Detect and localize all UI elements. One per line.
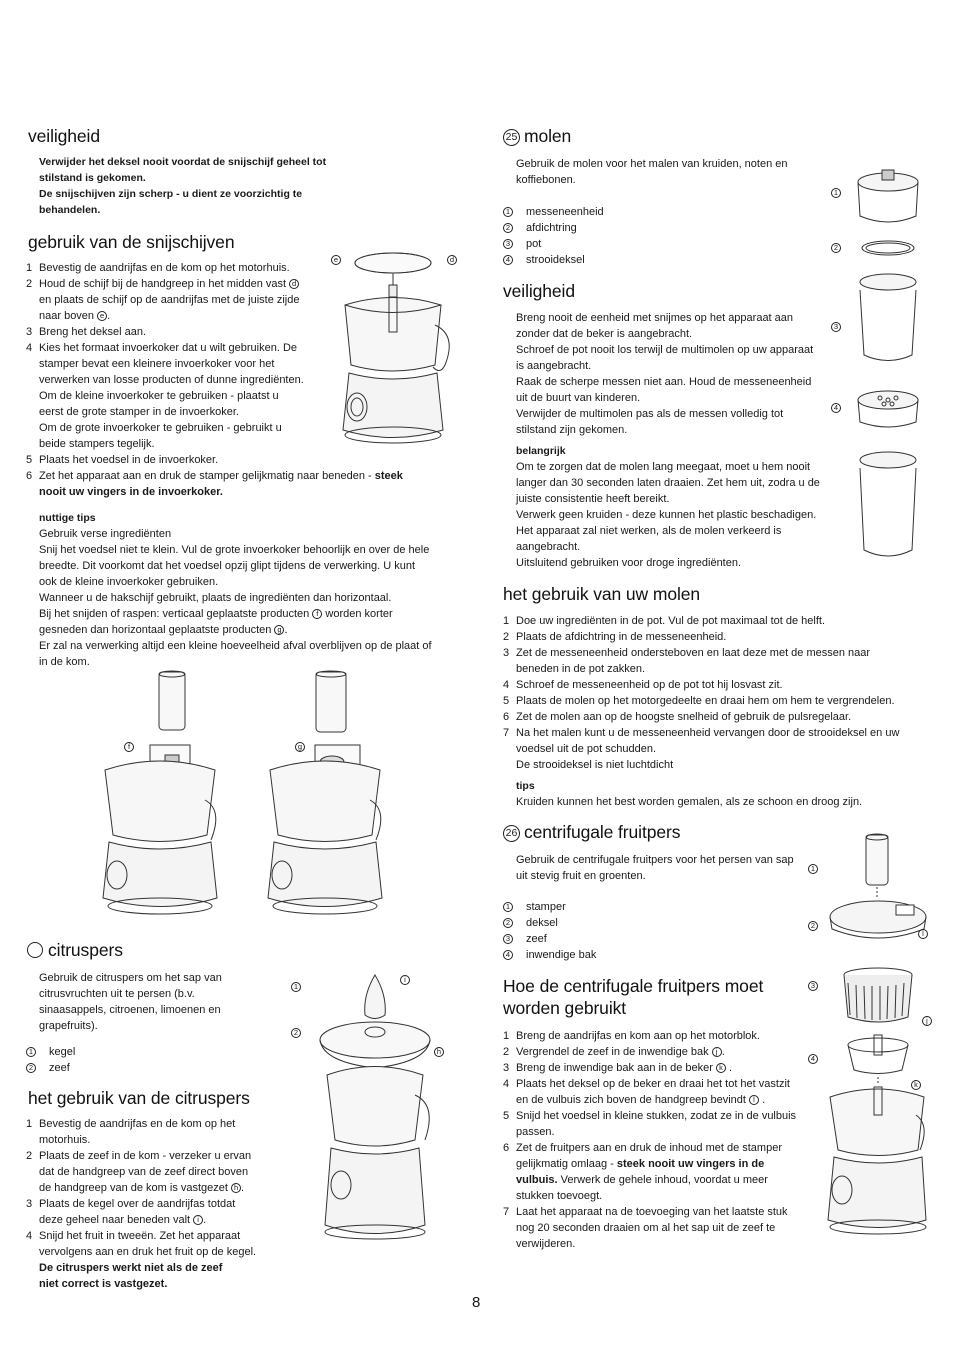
mark-f-icon: f: [312, 609, 322, 619]
list-item: 4 inwendige bak: [503, 947, 596, 963]
fig-label-e: e: [331, 255, 341, 265]
mark-k-icon: k: [716, 1063, 726, 1073]
list-item: 3 Breng de inwendige bak aan in de beker k .: [503, 1062, 733, 1074]
list-item: 5 Snijd het voedsel in kleine stukken, zodat ze in de vulbuis passen.: [503, 1110, 797, 1138]
mill-safety-heading: veiligheid: [503, 281, 575, 301]
fig-label-k: k: [911, 1080, 921, 1090]
discs-steps: [26, 260, 326, 468]
citrus-press-illustration: [315, 970, 450, 1250]
list-item: 2 zeef: [26, 1060, 75, 1076]
mark-d-icon: d: [289, 279, 299, 289]
fig-label-j: j: [922, 1016, 932, 1026]
mark-l-icon: l: [749, 1095, 759, 1105]
list-item: 4 Kies het formaat invoerkoker dat u wilt gebruiken. De stamper bevat een kleinere invoerkoker voor het verwerken van losse producten of dunne ingrediënten. Om de kleine invoerkoker te gebruiken - plaatst u eerst de grote stamper in de invoerkoker. Om de grote invoerkoker te gebruiken - gebruikt u beide stampers tegelijk.: [26, 342, 304, 450]
citrus-parts: [26, 1044, 75, 1076]
fig-label-i: i: [400, 975, 410, 985]
list-item: 1 Bevestig de aandrijfas en de kom op het motorhuis.: [26, 262, 290, 274]
safety-line: De snijschijven zijn scherp - u dient ze voorzichtig te: [39, 188, 303, 200]
list-item: 6 Zet de fruitpers aan en druk de inhoud met de stamper gelijkmatig omlaag - steek nooit uw vingers in de vulbuis. Verwerk de gehele inhoud, voordat u meer stukken toevoegt.: [503, 1142, 782, 1202]
fig-label-l: l: [918, 929, 928, 939]
list-item: 3 Zet de messeneenheid ondersteboven en laat deze met de messen naar beneden in de pot zakken.: [503, 647, 871, 675]
page-number: 8: [472, 1294, 481, 1311]
fig-label-juicer-2: 2: [808, 921, 818, 931]
safety-line: Verwijder het deksel nooit voordat de snijschijf geheel tot: [39, 156, 327, 168]
fig-label-citrus-2: 2: [291, 1028, 301, 1038]
fig-label-g: g: [295, 742, 305, 752]
fig-label-mill-1: 1: [831, 188, 841, 198]
list-item: 4 strooideksel: [503, 252, 604, 268]
list-item: 7 Na het malen kunt u de messeneenheid vervangen door de strooideksel en uw voedsel uit de pot schudden. De strooideksel is niet luchtdicht: [503, 727, 900, 771]
juicer-parts: [503, 899, 596, 963]
list-item: 3 Plaats de kegel over de aandrijfas totdat deze geheel naar beneden valt i .: [26, 1198, 236, 1226]
safety-line: stilstand is gekomen.: [39, 172, 146, 184]
fig-label-mill-3: 3: [831, 322, 841, 332]
list-item: 4 Plaats het deksel op de beker en draai het tot het vastzit en de vulbuis zich boven de handgreep bevindt l .: [503, 1078, 790, 1106]
list-item: 1 messeneenheid: [503, 204, 604, 220]
list-item: 1 kegel: [26, 1044, 75, 1060]
list-item: 1 Breng de aandrijfas en kom aan op het motorblok.: [503, 1030, 760, 1042]
juicer-use-steps: [503, 1028, 823, 1252]
fig-label-juicer-3: 3: [808, 981, 818, 991]
important-text: Om te zorgen dat de molen lang meegaat, moet u hem nooit langer dan 30 seconden laten draaien. Zet hem uit, zodra u de juiste consistentie heeft bereikt. Verwerk geen kruiden - deze kunnen het plastic beschadigen. Het apparaat zal niet werken, als de molen verkeerd is aangebracht. Uitsluitend gebruiken voor droge ingrediënten.: [516, 461, 820, 569]
list-item: 1 Doe uw ingrediënten in de pot. Vul de pot maximaal tot de helft.: [503, 615, 826, 627]
list-item: 6 Zet de molen aan op de hoogste snelheid of gebruik de pulsregelaar.: [503, 711, 852, 723]
mark-g-icon: g: [274, 625, 284, 635]
mark-h-icon: h: [231, 1183, 241, 1193]
list-item: 2 Plaats de zeef in de kom - verzeker u ervan dat de handgreep van de zeef direct boven de handgreep van de kom is vastgezet h .: [26, 1150, 252, 1194]
juicer-intro: Gebruik de centrifugale fruitpers voor het persen van sap uit stevig fruit en groenten.: [516, 854, 794, 882]
list-item: 1 Bevestig de aandrijfas en de kom op het motorhuis.: [26, 1118, 236, 1146]
discs-step-6: 6 Zet het apparaat aan en druk de stamper gelijkmatig naar beneden - steek nooit uw vingers in de invoerkoker.: [26, 470, 403, 498]
citrus-use-heading: het gebruik van de citruspers: [28, 1088, 250, 1108]
section-number-26: 26: [503, 825, 520, 842]
mill-parts: [503, 204, 604, 268]
citrus-circle-icon: [27, 942, 43, 958]
mill-parts-illustration: [850, 160, 930, 560]
mill-tips-heading: tips: [516, 780, 535, 792]
fig-label-juicer-4: 4: [808, 1054, 818, 1064]
mill-use-heading: het gebruik van uw molen: [503, 584, 701, 604]
mill-use-steps: [503, 613, 933, 773]
list-item: 3 zeef: [503, 931, 596, 947]
list-item: 2 Houd de schijf bij de handgreep in het midden vast d en plaats de schijf op de aandrijfas met de juiste zijde naar boven e .: [26, 278, 300, 322]
mark-j-icon: j: [712, 1047, 722, 1057]
section-number-25: 25: [503, 129, 520, 146]
list-item: 3 pot: [503, 236, 604, 252]
fig-label-mill-4: 4: [831, 403, 841, 413]
mark-i-icon: i: [193, 1215, 203, 1225]
fig-label-d: d: [447, 255, 457, 265]
tips-text: Gebruik verse ingrediënten Snij het voedsel niet te klein. Vul de grote invoerkoker behoorlijk en over de hele breedte. Dit voorkomt dat het voedsel opzij glipt tijdens de verwerking. U kunt ook de kleine invoerkoker gebruiken. Wanneer u de hakschijf gebruikt, plaats de ingrediënten dan horizontaal. Bij het snijden of raspen: verticaal geplaatste producten f worden korter gesneden dan horizontaal geplaatste producten g . Er zal na verwerking altijd een kleine hoeveelheid afval overblijven op de plaat of in de kom.: [39, 528, 432, 668]
citrus-intro: Gebruik de citruspers om het sap van citrusvruchten uit te persen (b.v. sinaasappels, citroenen, limoenen en grapefruits).: [39, 972, 222, 1032]
juicer-use-heading: Hoe de centrifugale fruitpers moet worden gebruikt: [503, 976, 764, 1018]
fig-label-citrus-1: 1: [291, 982, 301, 992]
processor-horizontal-slicing-illustration: [260, 670, 390, 920]
list-item: 7 Laat het apparaat na de toevoeging van het laatste stuk nog 20 seconden draaien om al het sap uit de zeef te verwijderen.: [503, 1206, 788, 1250]
mill-tips-text: Kruiden kunnen het best worden gemalen, als ze schoon en droog zijn.: [516, 796, 863, 808]
mill-intro: Gebruik de molen voor het malen van kruiden, noten en koffiebonen.: [516, 158, 788, 186]
tips-heading: nuttige tips: [39, 512, 96, 524]
fig-label-juicer-1: 1: [808, 864, 818, 874]
discs-heading: gebruik van de snijschijven: [28, 232, 235, 252]
list-item: 2 deksel: [503, 915, 596, 931]
list-item: 4 Snijd het fruit in tweeën. Zet het apparaat vervolgens aan en druk het fruit op de kegel. De citruspers werkt niet als de zeef niet correct is vastgezet.: [26, 1230, 257, 1290]
safety-line: behandelen.: [39, 204, 101, 216]
list-item: 2 Vergrendel de zeef in de inwendige bak j .: [503, 1046, 725, 1058]
list-item: 5 Plaats het voedsel in de invoerkoker.: [26, 454, 219, 466]
juicer-heading: centrifugale fruitpers: [524, 822, 681, 842]
citrus-use-steps: [26, 1116, 296, 1292]
mill-heading: molen: [524, 126, 572, 146]
list-item: 2 afdichtring: [503, 220, 604, 236]
safety-warning: [39, 154, 326, 218]
list-item: 1 stamper: [503, 899, 596, 915]
processor-vertical-slicing-illustration: [95, 670, 225, 920]
safety-heading: veiligheid: [28, 126, 100, 146]
processor-disc-illustration: [325, 245, 465, 450]
list-item: 3 Breng het deksel aan.: [26, 326, 147, 338]
juicer-exploded-illustration: [820, 835, 930, 1255]
list-item: 4 Schroef de messeneenheid op de pot tot hij losvast zit.: [503, 679, 783, 691]
important-heading: belangrijk: [516, 445, 566, 457]
fig-label-f: f: [124, 742, 134, 752]
list-item: 2 Plaats de afdichtring in de messeneenheid.: [503, 631, 727, 643]
fig-label-h: h: [434, 1047, 444, 1057]
mill-safety-text: Breng nooit de eenheid met snijmes op het apparaat aan zonder dat de beker is aangebracht. Schroef de pot nooit los terwijl de multimolen op uw apparaat is aangebracht. Raak de scherpe messen niet aan. Houd de messeneenheid uit de buurt van kinderen. Verwijder de multimolen pas als de messen volledig tot stilstand zijn gekomen.: [516, 312, 814, 436]
list-item: 5 Plaats de molen op het motorgedeelte en draai hem om hem te vergrendelen.: [503, 695, 895, 707]
fig-label-mill-2: 2: [831, 243, 841, 253]
citrus-heading: citruspers: [48, 940, 123, 960]
mark-e-icon: e: [97, 311, 107, 321]
